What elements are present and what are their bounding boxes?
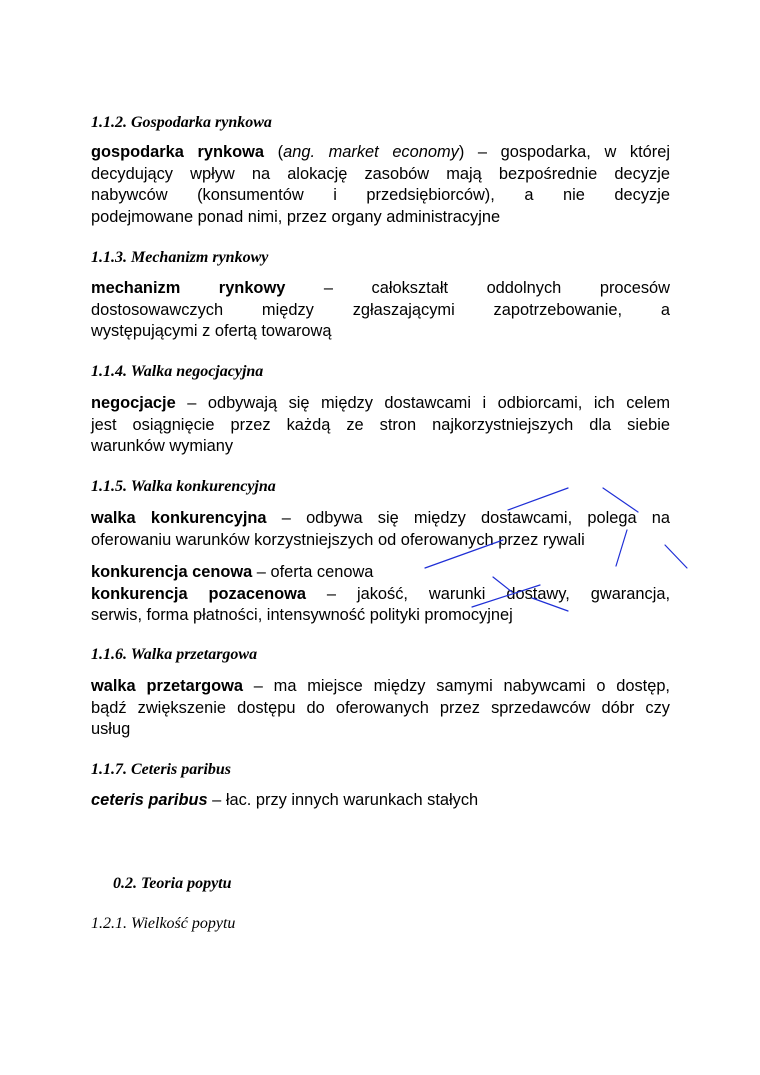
term-english: ang. market economy [283,143,459,161]
paragraph-mechanizm-rynkowy [91,278,670,343]
line: oferowaniu warunków korzystniejszych od oferowanych przez rywali [91,530,585,549]
line: nabywców (konsumentów i przedsiębiorców), a nie decyzje [91,186,670,204]
heading-mechanizm-rynkowy: 1.1.3. Mechanizm rynkowy [91,249,269,266]
term: konkurencja pozacenowa [91,584,306,603]
heading-ceteris-paribus: 1.1.7. Ceteris paribus [91,761,232,778]
paragraph-ceteris-paribus [91,790,670,812]
text: ) – gospodarka, w której [458,143,670,161]
term: gospodarka rynkowa [91,143,265,161]
line: decydujący wpływ na alokację zasobów mają bezpośrednie decyzje [91,164,670,183]
text: – jakość, warunki dostawy, gwarancja, [305,584,671,603]
line: podejmowane ponad nimi, przez organy administracyjne [91,207,501,226]
line [91,584,670,606]
line [91,142,670,164]
line: usług [91,720,131,738]
text: – oferta cenowa [252,563,374,581]
heading-teoria-popytu: 0.2. Teoria popytu [113,875,232,892]
line [91,393,670,415]
line [91,676,670,698]
paragraph-walka-konkurencyjna [91,508,670,551]
text: ( [264,143,284,161]
line: występującymi z ofertą towarową [91,322,332,340]
paragraph-walka-przetargowa [91,676,670,741]
heading-wielkosc-popytu: 1.2.1. Wielkość popytu [91,915,236,932]
line [91,278,670,300]
paragraph-gospodarka-rynkowa [91,142,670,228]
heading-gospodarka-rynkowa: 1.1.2. Gospodarka rynkowa [91,114,272,131]
term: konkurencja cenowa [91,563,253,581]
line [91,562,670,584]
line: jest osiągnięcie przez każdą ze stron najkorzystniejszych dla siebie [91,415,670,434]
text: – całokształt oddolnych procesów [285,279,670,297]
line [91,790,670,812]
paragraph-konkurencja [91,562,670,627]
line: serwis, forma płatności, intensywność polityki promocyjnej [91,606,513,624]
text: – ma miejsce między samymi nabywcami o dostęp, [242,677,670,695]
line: warunków wymiany [91,437,234,455]
term: negocjacje [91,394,176,412]
term: walka konkurencyjna [91,509,267,527]
term: walka przetargowa [91,677,243,695]
line: bądź zwiększenie dostępu do oferowanych przez sprzedawców dóbr czy [91,698,670,717]
text: – odbywa się między dostawcami, polega na [266,509,670,527]
line [91,508,670,530]
heading-walka-konkurencyjna: 1.1.5. Walka konkurencyjna [91,478,276,495]
term: mechanizm rynkowy [91,279,286,297]
text: – łac. przy innych warunkach stałych [207,791,479,809]
line: dostosowawczych między zgłaszającymi zapotrzebowanie, a [91,300,670,319]
heading-walka-negocjacyjna: 1.1.4. Walka negocjacyjna [91,363,264,380]
text: – odbywają się między dostawcami i odbiorcami, ich celem [175,394,670,412]
paragraph-negocjacje [91,393,670,458]
annotation-stroke [508,488,568,510]
term: ceteris paribus [91,791,208,809]
heading-walka-przetargowa: 1.1.6. Walka przetargowa [91,646,258,663]
